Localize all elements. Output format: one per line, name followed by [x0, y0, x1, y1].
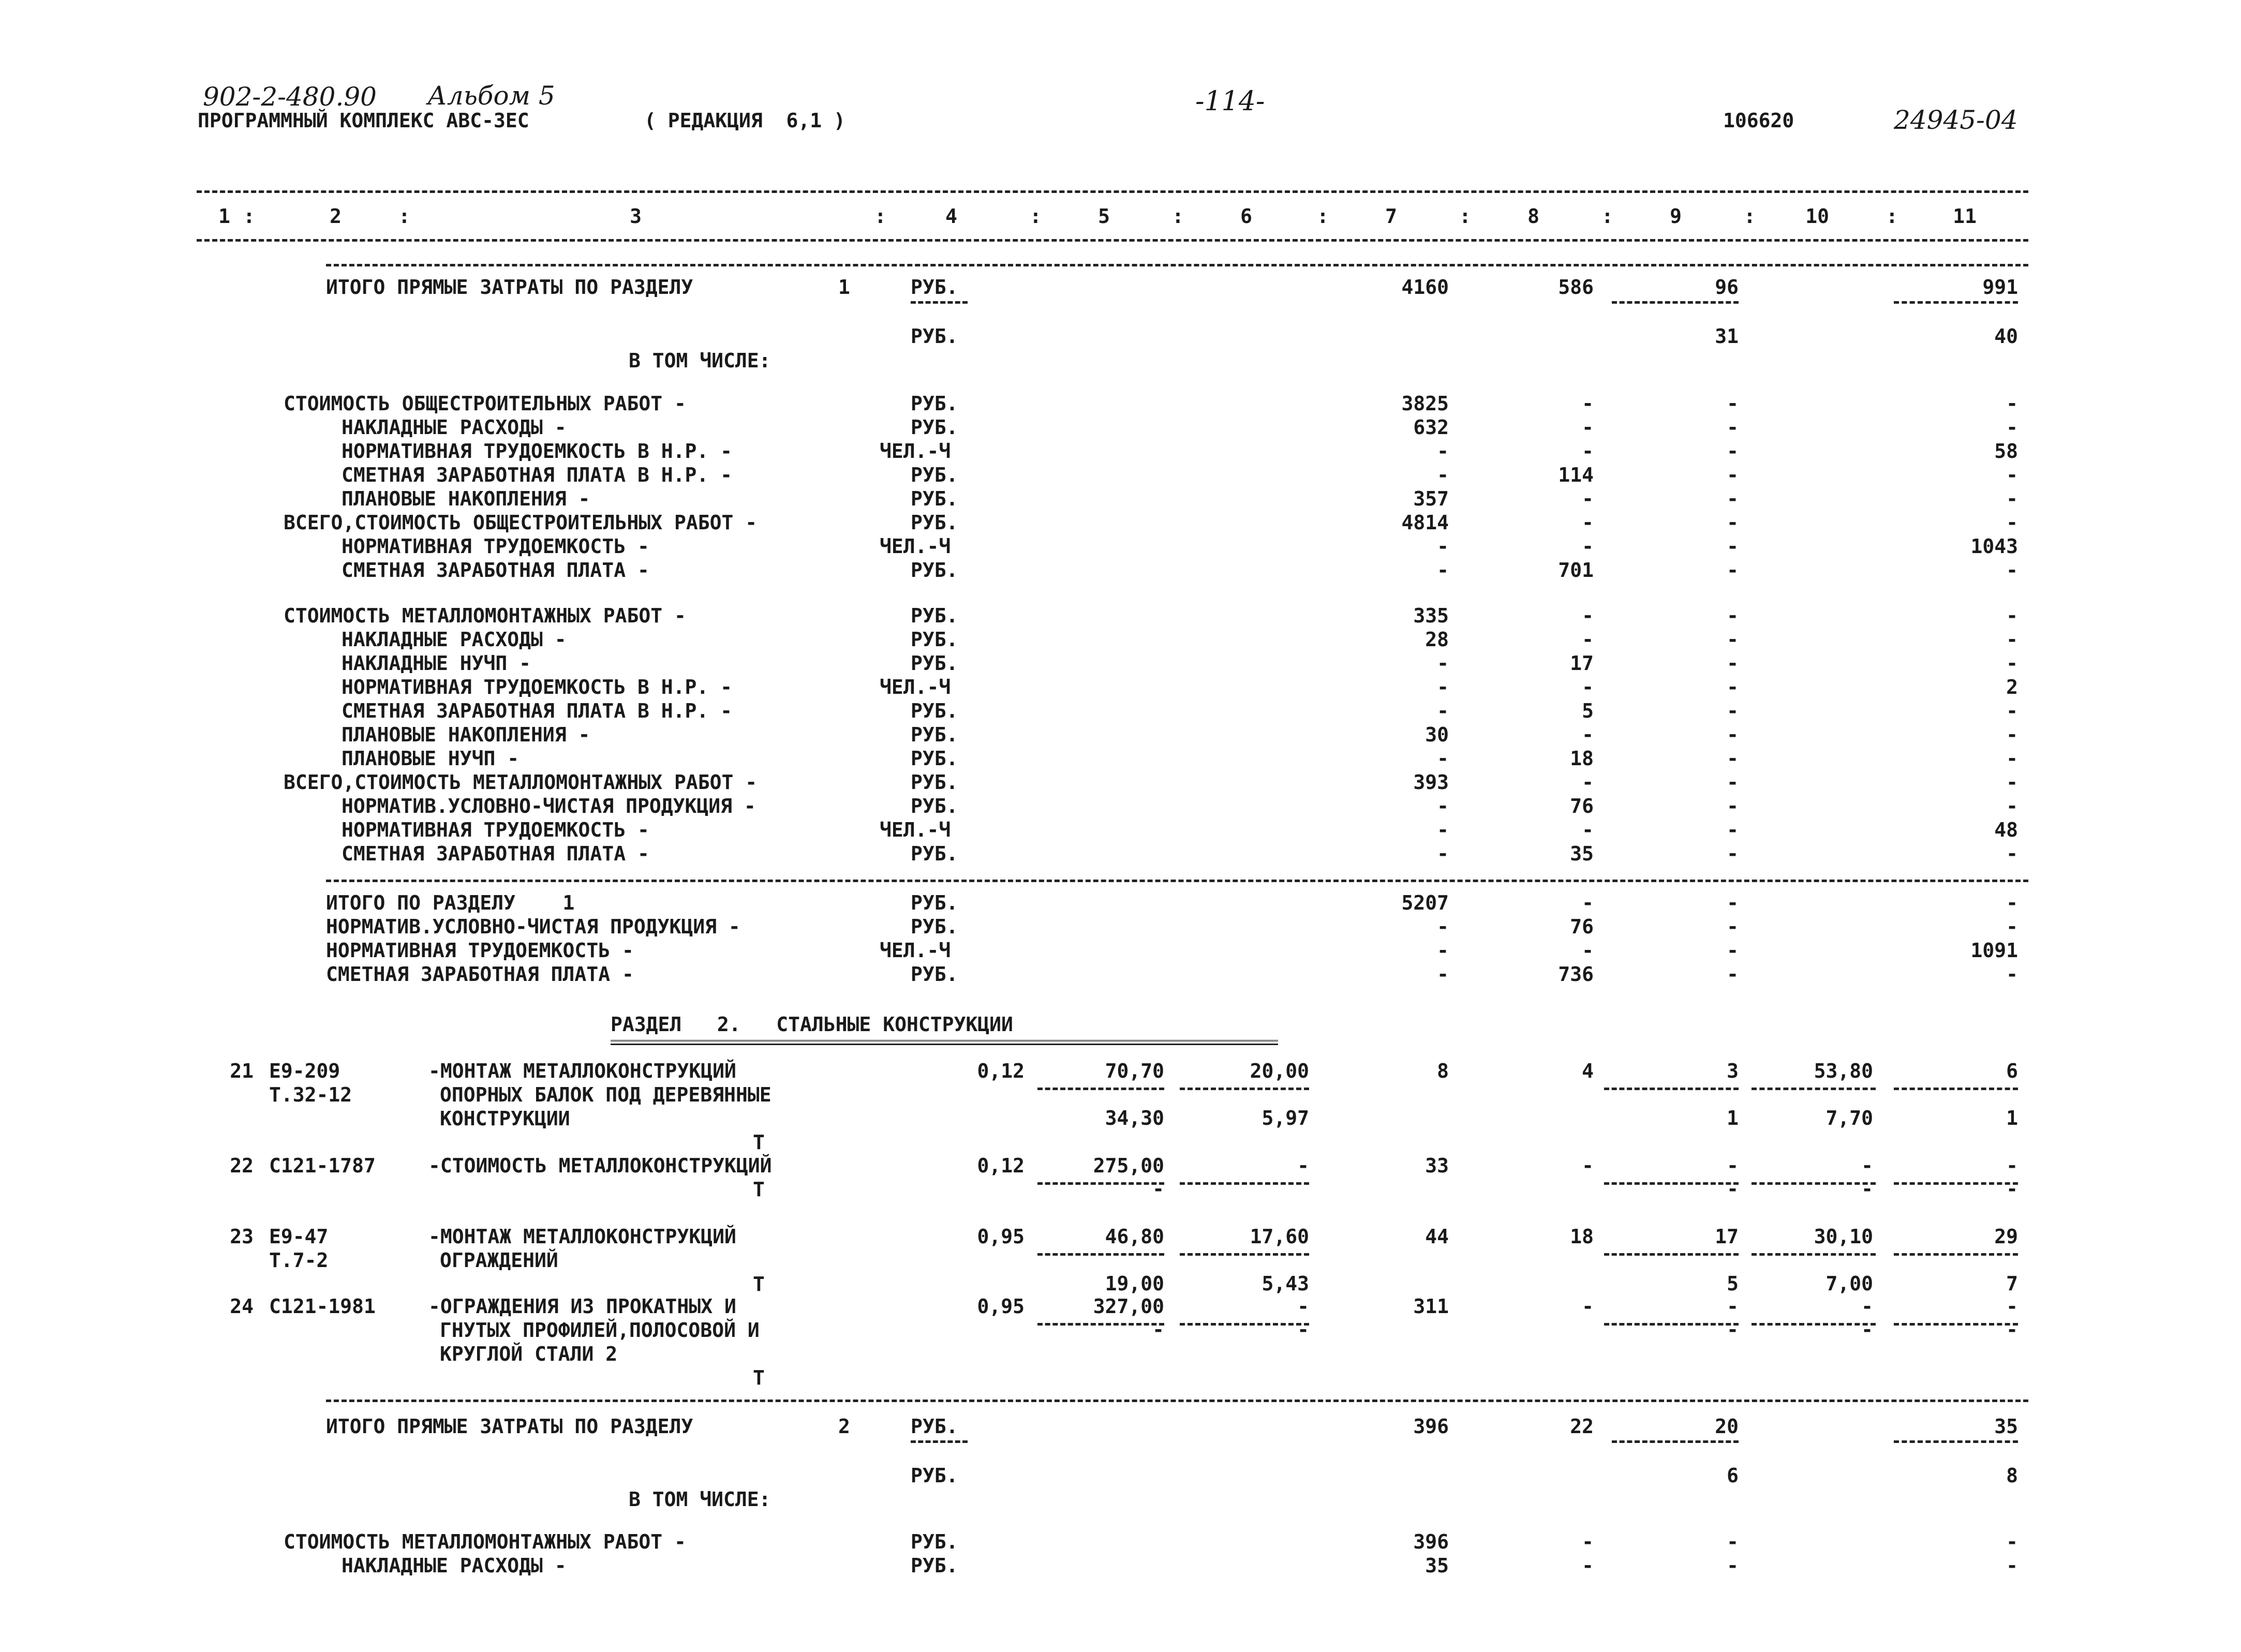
s2-row-c11: - [2006, 1530, 2018, 1553]
s1-total-c11b: 40 [1994, 325, 2018, 348]
s1-row-unit: РУБ. [911, 628, 958, 651]
s1-row-unit: РУБ. [911, 771, 958, 794]
col-header-5: 5 [1098, 205, 1110, 228]
item-desc-line: КОНСТРУКЦИИ [440, 1107, 570, 1130]
s1-row-c9: - [1727, 818, 1739, 841]
item-code2: Т.32-12 [269, 1083, 352, 1106]
s1-row-c7: 632 [1413, 416, 1449, 439]
s2-total-c8: 22 [1570, 1415, 1594, 1438]
s1-row-c11: - [2006, 487, 2018, 510]
s1-row-c11: - [2006, 628, 2018, 651]
s1-total-c9b: 31 [1715, 325, 1739, 348]
s1-row-label: ВСЕГО,СТОИМОСТЬ ОБЩЕСТРОИТЕЛЬНЫХ РАБОТ - [284, 511, 758, 534]
s1-row-c9: - [1727, 464, 1739, 486]
item-c11b: 1 [2006, 1107, 2018, 1129]
s1-row-label: СМЕТНАЯ ЗАРАБОТНАЯ ПЛАТА - [342, 559, 649, 582]
s1-row-c9: - [1727, 604, 1739, 627]
col-header-3: 3 [630, 205, 642, 228]
item-c8: - [1582, 1154, 1594, 1177]
s2-row-c7: 396 [1413, 1530, 1449, 1553]
item-c5: 275,00 [1093, 1154, 1164, 1177]
s1-total-c7: 4160 [1401, 276, 1449, 299]
s1-row-c11: - [2006, 604, 2018, 627]
item-unit: Т [753, 1366, 765, 1389]
s1-row-c7: - [1437, 700, 1449, 722]
s1-row-c7: - [1437, 652, 1449, 675]
s1-row-c7: - [1437, 559, 1449, 582]
s1-final-c7: 5207 [1401, 891, 1449, 914]
s1-row-c11: - [2006, 700, 2018, 722]
s1-row-c9: - [1727, 559, 1739, 582]
s1-row-c8: - [1582, 604, 1594, 627]
item-c5: 70,70 [1105, 1060, 1164, 1082]
s1-row-unit: РУБ. [911, 416, 958, 439]
s1-row-c9: - [1727, 487, 1739, 510]
item-unit: Т [753, 1131, 765, 1154]
item-c8: - [1582, 1295, 1594, 1318]
s1-final-label: НОРМАТИВ.УСЛОВНО-ЧИСТАЯ ПРОДУКЦИЯ - [326, 915, 740, 938]
item-c10: - [1861, 1295, 1873, 1318]
s1-row-c7: - [1437, 676, 1449, 698]
item-sub-rule [1037, 1253, 1164, 1256]
item-c9b: 5 [1727, 1272, 1739, 1295]
s1-total-c11: 991 [1982, 276, 2018, 299]
s1-row-unit: РУБ. [911, 842, 958, 865]
s1-row-unit: РУБ. [911, 604, 958, 627]
col-separator: : [1030, 205, 1042, 228]
s2-row-label: СТОИМОСТЬ МЕТАЛЛОМОНТАЖНЫХ РАБОТ - [284, 1530, 686, 1553]
s1-row-c9: - [1727, 416, 1739, 439]
s1-row-c11: - [2006, 392, 2018, 415]
s2-total-c9b: 6 [1727, 1464, 1739, 1487]
s1-total-sub-rule [1894, 301, 2018, 304]
item-qty: 0,95 [977, 1295, 1025, 1318]
s1-row-c11: - [2006, 464, 2018, 486]
s1-final-c9: - [1727, 963, 1739, 986]
s2-total-c9: 20 [1715, 1415, 1739, 1438]
s1-row-c11: - [2006, 747, 2018, 770]
item-c11: - [2006, 1154, 2018, 1177]
item-sub-rule [1752, 1253, 1876, 1256]
item-code: С121-1787 [269, 1154, 376, 1177]
item-no: 24 [230, 1295, 254, 1318]
item-c6b: 5,43 [1262, 1272, 1309, 1295]
col-header-1: 1 [218, 205, 230, 228]
edition-label: ( РЕДАКЦИЯ 6,1 ) [644, 109, 845, 132]
s1-total-rule [326, 264, 2028, 266]
item-c9: 3 [1727, 1060, 1739, 1082]
s1-row-label: СМЕТНАЯ ЗАРАБОТНАЯ ПЛАТА В Н.Р. - [342, 700, 732, 722]
col-separator: : [1744, 205, 1756, 228]
s1-row-label: НОРМАТИВНАЯ ТРУДОЕМКОСТЬ - [342, 818, 649, 841]
s1-row-c11: 2 [2006, 676, 2018, 698]
s1-final-label: НОРМАТИВНАЯ ТРУДОЕМКОСТЬ - [326, 939, 634, 962]
s1-row-c8: - [1582, 676, 1594, 698]
s1-final-c9: - [1727, 915, 1739, 938]
s1-row-c9: - [1727, 652, 1739, 675]
item-c6b: - [1297, 1318, 1309, 1341]
item-c11: 29 [1994, 1225, 2018, 1248]
s1-total-label: ИТОГО ПРЯМЫЕ ЗАТРАТЫ ПО РАЗДЕЛУ [326, 276, 693, 299]
s1-row-c11: - [2006, 723, 2018, 746]
s1-final-c9: - [1727, 891, 1739, 914]
s1-row-label: НОРМАТИВНАЯ ТРУДОЕМКОСТЬ В Н.Р. - [342, 676, 732, 698]
section2-underline [611, 1040, 1278, 1045]
s1-final-label: ИТОГО ПО РАЗДЕЛУ 1 [326, 891, 575, 914]
doc-code-1: 106620 [1723, 109, 1794, 132]
s1-row-unit: РУБ. [911, 700, 958, 722]
s1-row-c7: - [1437, 747, 1449, 770]
item-qty: 0,12 [977, 1154, 1025, 1177]
item-c6b: 5,97 [1262, 1107, 1309, 1129]
s2-row-label: НАКЛАДНЫЕ РАСХОДЫ - [342, 1554, 567, 1577]
s1-row-c9: - [1727, 723, 1739, 746]
s1-row-c11: - [2006, 652, 2018, 675]
s1-row-c11: - [2006, 416, 2018, 439]
item-desc-line: -МОНТАЖ МЕТАЛЛОКОНСТРУКЦИЙ [428, 1225, 736, 1248]
s1-row-c8: - [1582, 487, 1594, 510]
item-c5b: 19,00 [1105, 1272, 1164, 1295]
s2-row-c8: - [1582, 1554, 1594, 1577]
col-separator: : [1172, 205, 1184, 228]
s1-row-c9: - [1727, 392, 1739, 415]
col-separator: : [1601, 205, 1613, 228]
s2-total-sub-rule [911, 1440, 968, 1443]
s1-row-unit: РУБ. [911, 392, 958, 415]
header-rule-top [197, 190, 2028, 193]
s1-final-c11: - [2006, 891, 2018, 914]
s1-row-c8: - [1582, 771, 1594, 794]
s1-total-unit2: РУБ. [911, 325, 958, 348]
s1-final-c11: 1091 [1970, 939, 2018, 962]
s1-row-c11: - [2006, 511, 2018, 534]
s2-total-sub-rule [1612, 1440, 1739, 1443]
s1-final-c9: - [1727, 939, 1739, 962]
item-desc-line: ГНУТЫХ ПРОФИЛЕЙ,ПОЛОСОВОЙ И [440, 1319, 760, 1342]
item-c10: 30,10 [1814, 1225, 1873, 1248]
item-sub-rule [1180, 1253, 1309, 1256]
s1-row-c11: - [2006, 842, 2018, 865]
s1-row-c8: - [1582, 440, 1594, 463]
item-no: 22 [230, 1154, 254, 1177]
s2-total-unit2: РУБ. [911, 1464, 958, 1487]
col-header-8: 8 [1527, 205, 1539, 228]
s1-row-c8: - [1582, 818, 1594, 841]
item-c11: - [2006, 1295, 2018, 1318]
col-header-2: 2 [330, 205, 342, 228]
item-c11b: - [2006, 1318, 2018, 1341]
item-c11b: 7 [2006, 1272, 2018, 1295]
item-qty: 0,12 [977, 1060, 1025, 1082]
s2-row-c7: 35 [1425, 1554, 1449, 1577]
item-desc-line: -ОГРАЖДЕНИЯ ИЗ ПРОКАТНЫХ И [428, 1295, 736, 1318]
s1-row-c11: - [2006, 559, 2018, 582]
s1-row-label: НОРМАТИВНАЯ ТРУДОЕМКОСТЬ - [342, 535, 649, 558]
item-c9b: 1 [1727, 1107, 1739, 1129]
s1-row-unit: РУБ. [911, 487, 958, 510]
item-c8: 18 [1570, 1225, 1594, 1248]
program-name: ПРОГРАММНЫЙ КОМПЛЕКС АВС-3ЕС [198, 109, 529, 132]
s1-row-c11: 1043 [1970, 535, 2018, 558]
item-sub-rule [1604, 1253, 1739, 1256]
s1-row-c7: 30 [1425, 723, 1449, 746]
item-desc-line: ОГРАЖДЕНИЙ [440, 1249, 558, 1272]
s1-row-c11: - [2006, 795, 2018, 817]
item-c11: 6 [2006, 1060, 2018, 1082]
col-header-7: 7 [1385, 205, 1397, 228]
s1-final-c8: 736 [1558, 963, 1594, 986]
s1-total-c9: 96 [1715, 276, 1739, 299]
item-qty: 0,95 [977, 1225, 1025, 1248]
s1-total-sub-rule [1612, 301, 1739, 304]
s2-row-c9: - [1727, 1554, 1739, 1577]
s1-row-label: НАКЛАДНЫЕ РАСХОДЫ - [342, 628, 567, 651]
s1-row-c8: - [1582, 535, 1594, 558]
item-desc-line: -МОНТАЖ МЕТАЛЛОКОНСТРУКЦИЙ [428, 1060, 736, 1082]
s1-row-c7: - [1437, 795, 1449, 817]
item-desc-line: ОПОРНЫХ БАЛОК ПОД ДЕРЕВЯННЫЕ [440, 1083, 771, 1106]
s1-final-c8: - [1582, 939, 1594, 962]
s1-row-c7: 335 [1413, 604, 1449, 627]
s1-final-c7: - [1437, 915, 1449, 938]
s1-incl-label: В ТОМ ЧИСЛЕ: [629, 349, 771, 372]
col-separators: : [243, 205, 255, 228]
item-c10b: 7,70 [1826, 1107, 1873, 1129]
item-sub-rule [1180, 1088, 1309, 1090]
col-header-11: 11 [1953, 205, 1977, 228]
item-c6: 20,00 [1250, 1060, 1309, 1082]
item-c10b: - [1861, 1178, 1873, 1200]
s1-row-unit: РУБ. [911, 559, 958, 582]
s1-row-c7: 3825 [1401, 392, 1449, 415]
item-c10: - [1861, 1154, 1873, 1177]
s1-row-c8: - [1582, 392, 1594, 415]
s1-row-c7: - [1437, 842, 1449, 865]
s1-row-c8: 35 [1570, 842, 1594, 865]
s1-row-c8: 76 [1570, 795, 1594, 817]
s1-row-unit: ЧЕЛ.-Ч [880, 818, 951, 841]
item-no: 23 [230, 1225, 254, 1248]
s2-row-unit: РУБ. [911, 1530, 958, 1553]
item-sub-rule [1037, 1088, 1164, 1090]
item-desc-line: -СТОИМОСТЬ МЕТАЛЛОКОНСТРУКЦИЙ [428, 1154, 772, 1177]
doc-code-2: 24945-04 [1894, 105, 2018, 135]
s1-row-c9: - [1727, 440, 1739, 463]
s2-total-sub-rule [1894, 1440, 2018, 1443]
s1-row-label: СМЕТНАЯ ЗАРАБОТНАЯ ПЛАТА В Н.Р. - [342, 464, 732, 486]
s1-row-unit: РУБ. [911, 723, 958, 746]
item-c9b: - [1727, 1178, 1739, 1200]
col-separator: : [1459, 205, 1471, 228]
s1-final-label: СМЕТНАЯ ЗАРАБОТНАЯ ПЛАТА - [326, 963, 634, 986]
item-c7: 8 [1437, 1060, 1449, 1082]
s1-row-c11: 48 [1994, 818, 2018, 841]
item-no: 21 [230, 1060, 254, 1082]
doc-code: 902-2-480.90 [203, 82, 377, 112]
item-sub-rule [1180, 1182, 1309, 1185]
s1-row-c8: - [1582, 628, 1594, 651]
s1-row-c8: 701 [1558, 559, 1594, 582]
item-c10b: - [1861, 1318, 1873, 1341]
s2-row-c9: - [1727, 1530, 1739, 1553]
s1-row-c8: 17 [1570, 652, 1594, 675]
s2-total-c11b: 8 [2006, 1464, 2018, 1487]
s1-final-c11: - [2006, 963, 2018, 986]
item-c7: 33 [1425, 1154, 1449, 1177]
s1-final-c7: - [1437, 963, 1449, 986]
item-sub-rule [1752, 1088, 1876, 1090]
s2-total-num: 2 [838, 1415, 850, 1438]
item-c8: 4 [1582, 1060, 1594, 1082]
s1-final-c8: - [1582, 891, 1594, 914]
item-c11b: - [2006, 1178, 2018, 1200]
s1-final-unit: РУБ. [911, 963, 958, 986]
item-sub-rule [1604, 1088, 1739, 1090]
s1-row-c11: 58 [1994, 440, 2018, 463]
s1-row-c9: - [1727, 747, 1739, 770]
s1-final-unit: РУБ. [911, 915, 958, 938]
s1-row-c9: - [1727, 771, 1739, 794]
s2-row-c8: - [1582, 1530, 1594, 1553]
s2-total-c7: 396 [1413, 1415, 1449, 1438]
album-label: Альбом 5 [427, 81, 555, 111]
item-c9b: - [1727, 1318, 1739, 1341]
col-separator: : [874, 205, 886, 228]
s1-total-c8: 586 [1558, 276, 1594, 299]
s1-row-unit: ЧЕЛ.-Ч [880, 535, 951, 558]
col-header-10: 10 [1805, 205, 1829, 228]
s1-row-unit: ЧЕЛ.-Ч [880, 676, 951, 698]
item-sub-rule [1894, 1088, 2018, 1090]
item-c5: 46,80 [1105, 1225, 1164, 1248]
s2-total-c11: 35 [1994, 1415, 2018, 1438]
s1-row-c7: 393 [1413, 771, 1449, 794]
s1-row-c11: - [2006, 771, 2018, 794]
s1-row-c9: - [1727, 795, 1739, 817]
s1-row-unit: РУБ. [911, 747, 958, 770]
s2-row-unit: РУБ. [911, 1554, 958, 1577]
item-code: С121-1981 [269, 1295, 376, 1318]
item-c10: 53,80 [1814, 1060, 1873, 1082]
s1-row-unit: ЧЕЛ.-Ч [880, 440, 951, 463]
s1-row-c7: 357 [1413, 487, 1449, 510]
s1-row-c9: - [1727, 842, 1739, 865]
item-c9: 17 [1715, 1225, 1739, 1248]
s1-final-unit: ЧЕЛ.-Ч [880, 939, 951, 962]
s2-incl-label: В ТОМ ЧИСЛЕ: [629, 1488, 771, 1511]
s1-row-c8: - [1582, 511, 1594, 534]
s1-row-label: НАКЛАДНЫЕ РАСХОДЫ - [342, 416, 567, 439]
item-unit: Т [753, 1273, 765, 1296]
s1-row-c9: - [1727, 511, 1739, 534]
item-c7: 44 [1425, 1225, 1449, 1248]
s1-row-label: СТОИМОСТЬ ОБЩЕСТРОИТЕЛЬНЫХ РАБОТ - [284, 392, 686, 415]
s1-row-c7: 4814 [1401, 511, 1449, 534]
page-number: -114- [1195, 86, 1265, 117]
s1-row-label: НОРМАТИВ.УСЛОВНО-ЧИСТАЯ ПРОДУКЦИЯ - [342, 795, 756, 817]
s1-row-unit: РУБ. [911, 464, 958, 486]
item-c7: 311 [1413, 1295, 1449, 1318]
s1-row-unit: РУБ. [911, 652, 958, 675]
s1-row-c8: 114 [1558, 464, 1594, 486]
item-c10b: 7,00 [1826, 1272, 1873, 1295]
s2-total-unit: РУБ. [911, 1415, 958, 1438]
s1-total-num: 1 [838, 276, 850, 299]
s1-row-c9: - [1727, 628, 1739, 651]
item-c5: 327,00 [1093, 1295, 1164, 1318]
item-c6: - [1297, 1154, 1309, 1177]
s1-row-label: ВСЕГО,СТОИМОСТЬ МЕТАЛЛОМОНТАЖНЫХ РАБОТ - [284, 771, 758, 794]
item-c5b: 34,30 [1105, 1107, 1164, 1129]
col-header-9: 9 [1670, 205, 1682, 228]
col-separator: : [398, 205, 410, 228]
s1-row-c9: - [1727, 535, 1739, 558]
col-header-6: 6 [1240, 205, 1252, 228]
s1-row-label: НАКЛАДНЫЕ НУЧП - [342, 652, 531, 675]
s2-total-rule [326, 1400, 2028, 1402]
s1-row-c8: - [1582, 416, 1594, 439]
header-rule-bottom [197, 239, 2028, 242]
col-separator: : [1317, 205, 1329, 228]
s2-row-c11: - [2006, 1554, 2018, 1577]
item-sub-rule [1894, 1253, 2018, 1256]
s1-row-label: ПЛАНОВЫЕ НАКОПЛЕНИЯ - [342, 723, 590, 746]
col-header-4: 4 [945, 205, 957, 228]
s1-row-c8: 18 [1570, 747, 1594, 770]
item-code2: Т.7-2 [269, 1249, 329, 1272]
s1-final-unit: РУБ. [911, 891, 958, 914]
item-c9: - [1727, 1295, 1739, 1318]
s1-row-c9: - [1727, 700, 1739, 722]
s1-row-label: СТОИМОСТЬ МЕТАЛЛОМОНТАЖНЫХ РАБОТ - [284, 604, 686, 627]
s1-final-c11: - [2006, 915, 2018, 938]
item-code: Е9-47 [269, 1225, 329, 1248]
col-separator: : [1886, 205, 1898, 228]
s1-final-c8: 76 [1570, 915, 1594, 938]
item-c6: 17,60 [1250, 1225, 1309, 1248]
s2-total-label: ИТОГО ПРЯМЫЕ ЗАТРАТЫ ПО РАЗДЕЛУ [326, 1415, 693, 1438]
s1-final-rule [326, 880, 2028, 882]
s1-row-c7: - [1437, 440, 1449, 463]
s1-row-c7: 28 [1425, 628, 1449, 651]
s1-row-c9: - [1727, 676, 1739, 698]
s1-final-c7: - [1437, 939, 1449, 962]
s1-row-c7: - [1437, 464, 1449, 486]
item-c9: - [1727, 1154, 1739, 1177]
item-code: Е9-209 [269, 1060, 340, 1082]
s1-total-unit: РУБ. [911, 276, 958, 299]
s1-row-label: ПЛАНОВЫЕ НАКОПЛЕНИЯ - [342, 487, 590, 510]
s1-row-unit: РУБ. [911, 795, 958, 817]
s1-row-c8: - [1582, 723, 1594, 746]
s1-row-label: ПЛАНОВЫЕ НУЧП - [342, 747, 520, 770]
section2-title: РАЗДЕЛ 2. СТАЛЬНЫЕ КОНСТРУКЦИИ [611, 1013, 1013, 1036]
s1-row-unit: РУБ. [911, 511, 958, 534]
s1-row-c7: - [1437, 818, 1449, 841]
item-c5b: - [1152, 1178, 1164, 1200]
item-desc-line: КРУГЛОЙ СТАЛИ 2 [440, 1343, 618, 1365]
s1-row-label: СМЕТНАЯ ЗАРАБОТНАЯ ПЛАТА - [342, 842, 649, 865]
s1-row-label: НОРМАТИВНАЯ ТРУДОЕМКОСТЬ В Н.Р. - [342, 440, 732, 463]
s1-total-sub-rule [911, 301, 968, 304]
item-unit: Т [753, 1178, 765, 1201]
item-c5b: - [1152, 1318, 1164, 1341]
item-c6: - [1297, 1295, 1309, 1318]
s1-row-c8: 5 [1582, 700, 1594, 722]
s1-row-c7: - [1437, 535, 1449, 558]
